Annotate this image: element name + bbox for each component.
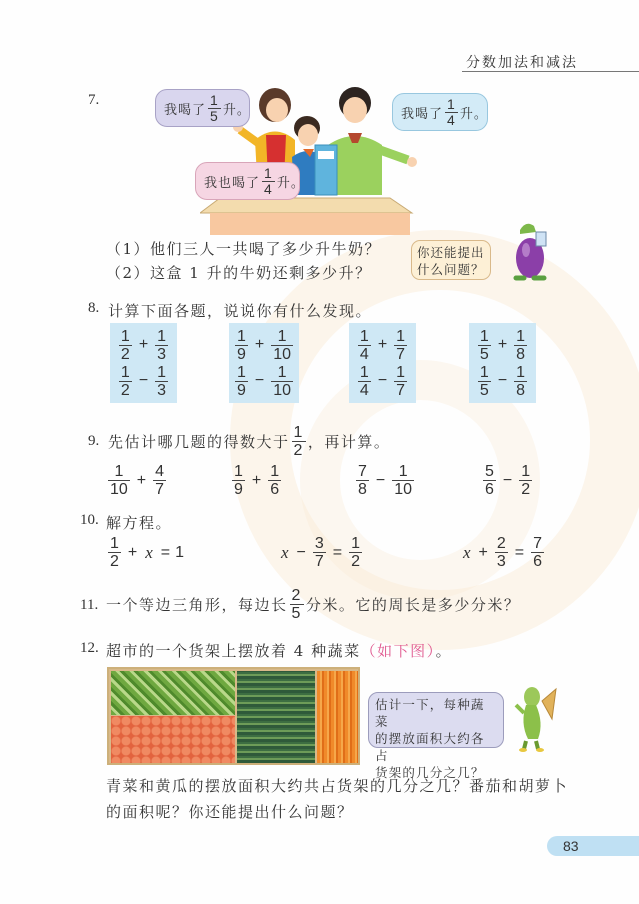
eggplant-mascot bbox=[506, 220, 556, 289]
q8-sum: $\frac{1}{9}$ + $\frac{1}{10}$ bbox=[236, 327, 292, 363]
caterpillar-icon bbox=[512, 683, 560, 755]
fraction: $\frac{1}{4}$ bbox=[447, 95, 456, 128]
eggplant-bubble bbox=[411, 240, 491, 280]
q12-number: 12. bbox=[80, 640, 99, 656]
dad-speech-bubble bbox=[392, 93, 488, 131]
q8-difference: $\frac{1}{4}$ − $\frac{1}{7}$ bbox=[359, 363, 406, 399]
bubble-text: 我喝了 bbox=[164, 102, 207, 118]
page-number: 83 bbox=[563, 838, 579, 854]
q8-number: 8. bbox=[88, 300, 100, 316]
q10-number: 10. bbox=[80, 512, 99, 528]
carrot-area bbox=[317, 671, 358, 763]
q8-group-3 bbox=[349, 323, 416, 403]
q10-instruction: 解方程。 bbox=[106, 514, 173, 532]
q9-text-before: 先估计哪几题的得数大于 bbox=[108, 433, 290, 451]
bubble-text: 我喝了 bbox=[401, 106, 444, 122]
q8-sum: $\frac{1}{4}$ + $\frac{1}{7}$ bbox=[359, 327, 406, 363]
q11-text-before: 一个等边三角形，每边长 bbox=[106, 596, 288, 614]
q12-text: 超市的一个货架上摆放着 4 种蔬菜 bbox=[106, 642, 361, 660]
q9-expression-4: $\frac{5}{6}$ − $\frac{1}{2}$ bbox=[485, 463, 531, 498]
bubble-line: 的摆放面积大约各占 bbox=[375, 731, 485, 763]
q11-text-after: 分米。它的周长是多少分米？ bbox=[305, 596, 521, 614]
tomato-area bbox=[111, 716, 235, 763]
fraction: $\frac{1}{5}$ bbox=[210, 91, 219, 124]
q9-expression-2: $\frac{1}{9}$ + $\frac{1}{6}$ bbox=[234, 463, 280, 498]
bubble-line: 你还能提出 bbox=[417, 245, 485, 260]
worm-speech-bubble bbox=[368, 692, 504, 780]
kid-speech-bubble bbox=[195, 162, 305, 200]
q11-question bbox=[106, 587, 520, 622]
q10-equation-2: x − $\frac{3}{7}$ = $\frac{1}{2}$ bbox=[281, 535, 361, 570]
q9-expression-3: $\frac{7}{8}$ − $\frac{1}{10}$ bbox=[358, 463, 413, 498]
q7-subquestion-1: （1）他们三人一共喝了多少升牛奶？ bbox=[106, 240, 382, 258]
eggplant-icon bbox=[506, 220, 556, 285]
q10-equation-3: x + $\frac{2}{3}$ = $\frac{7}{6}$ bbox=[463, 535, 543, 570]
q12-paragraph-line-1: 青菜和黄瓜的摆放面积大约共占货架的几分之几？番茄和胡萝卜 bbox=[106, 777, 569, 795]
bubble-unit: 升。 bbox=[222, 102, 251, 118]
q8-difference: $\frac{1}{5}$ − $\frac{1}{8}$ bbox=[479, 363, 526, 399]
fraction: $\frac{1}{2}$ bbox=[293, 424, 304, 459]
vegetable-shelf bbox=[107, 667, 360, 765]
q8-sum: $\frac{1}{2}$ + $\frac{1}{3}$ bbox=[120, 327, 167, 363]
q10-equation-1: $\frac{1}{2}$ + x = 1 bbox=[110, 535, 185, 570]
fraction: $\frac{2}{5}$ bbox=[291, 587, 302, 622]
bubble-line: 估计一下，每种蔬菜 bbox=[375, 697, 485, 729]
q12-end: 。 bbox=[435, 642, 453, 660]
q8-group-2 bbox=[229, 323, 299, 403]
q12-question bbox=[106, 640, 452, 661]
q9-instruction bbox=[108, 424, 390, 459]
q8-group-1 bbox=[110, 323, 177, 403]
worm-mascot bbox=[512, 683, 560, 759]
q8-difference: $\frac{1}{9}$ − $\frac{1}{10}$ bbox=[236, 363, 292, 399]
header-rule bbox=[462, 71, 639, 72]
bubble-unit: 升。 bbox=[276, 175, 305, 191]
q9-text-after: ，再计算。 bbox=[307, 433, 391, 451]
bubble-unit: 升。 bbox=[459, 106, 488, 122]
bubble-line: 什么问题？ bbox=[417, 262, 485, 277]
fraction: $\frac{1}{4}$ bbox=[264, 164, 273, 197]
bubble-line: 货架的几分之几？ bbox=[375, 765, 485, 780]
q9-number: 9. bbox=[88, 433, 100, 449]
q8-group-4 bbox=[469, 323, 536, 403]
q9-expression-1: $\frac{1}{10}$ + $\frac{4}{7}$ bbox=[110, 463, 165, 498]
q8-instruction: 计算下面各题，说说你有什么发现。 bbox=[108, 302, 373, 320]
q8-sum: $\frac{1}{5}$ + $\frac{1}{8}$ bbox=[479, 327, 526, 363]
q12-hint: （如下图） bbox=[360, 642, 436, 660]
q7-subquestion-2: （2）这盒 1 升的牛奶还剩多少升？ bbox=[106, 264, 372, 282]
greens-area bbox=[111, 671, 235, 715]
q12-paragraph-line-2: 的面积呢？你还能提出什么问题？ bbox=[106, 803, 354, 821]
q8-difference: $\frac{1}{2}$ − $\frac{1}{3}$ bbox=[120, 363, 167, 399]
q11-number: 11. bbox=[80, 597, 99, 613]
mom-speech-bubble bbox=[155, 89, 250, 127]
cucumber-area bbox=[237, 671, 315, 763]
q7-number: 7. bbox=[88, 92, 100, 108]
page-number-tab bbox=[547, 836, 639, 856]
section-title: 分数加法和减法 bbox=[466, 55, 578, 71]
bubble-text: 我也喝了 bbox=[204, 175, 261, 191]
